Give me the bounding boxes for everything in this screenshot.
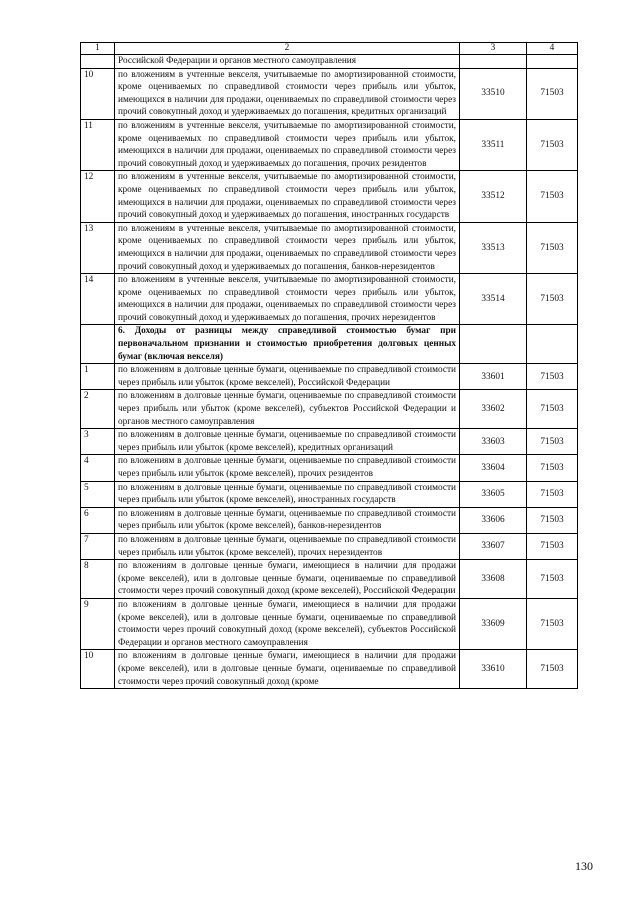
row-account: 71503 (527, 598, 578, 649)
table-row (81, 364, 578, 390)
row-description: 6. Доходы от разницы между справедливой стоимостью бумаг при первоначальном признании и стоимостью приобретения долговых ценных бумаг (включая векселя) (115, 325, 460, 364)
row-description: по вложениям в долговые ценные бумаги, имеющиеся в наличии для продажи (кроме векселей), или в долговые ценные бумаги, оцениваемые по справедливой стоимости через прочий совокупный доход (кроме векселей), Российской Федерации (115, 560, 460, 599)
row-description: по вложениям в долговые ценные бумаги, оцениваемые по справедливой стоимости через прибыль или убыток (кроме векселей), прочих нерезидентов (115, 533, 460, 559)
table-row (81, 507, 578, 533)
header-col-1: 1 (81, 43, 115, 55)
row-code: 33609 (460, 598, 527, 649)
row-number (81, 55, 115, 69)
row-account: 71503 (527, 560, 578, 599)
table-row (81, 119, 578, 170)
row-code: 33603 (460, 429, 527, 455)
row-number: 2 (81, 390, 115, 429)
row-code: 33511 (460, 119, 527, 170)
row-account: 71503 (527, 171, 578, 222)
row-account (527, 55, 578, 69)
row-code: 33513 (460, 222, 527, 273)
row-number: 12 (81, 171, 115, 222)
table-row (81, 390, 578, 429)
row-account: 71503 (527, 455, 578, 481)
row-description: по вложениям в долговые ценные бумаги, оцениваемые по справедливой стоимости через прибыль или убыток (кроме векселей), прочих резидентов (115, 455, 460, 481)
row-description: по вложениям в долговые ценные бумаги, имеющиеся в наличии для продажи (кроме векселей), или в долговые ценные бумаги, оцениваемые по справедливой стоимости через прочий совокупный доход (кроме (115, 650, 460, 689)
row-code: 33602 (460, 390, 527, 429)
row-account: 71503 (527, 481, 578, 507)
header-col-2: 2 (115, 43, 460, 55)
row-description: по вложениям в долговые ценные бумаги, оцениваемые по справедливой стоимости через прибыль или убыток (кроме векселей), кредитных организаций (115, 429, 460, 455)
table-row (81, 222, 578, 273)
row-number: 8 (81, 560, 115, 599)
row-description: по вложениям в учтенные векселя, учитываемые по амортизированной стоимости, кроме оцениваемых по справедливой стоимости через прибыль или убыток, имеющихся в наличии для продажи, оцениваемых по справедливой стоимости через прочий совокупный доход и удерживаемых до погашения, банков-нерезидентов (115, 222, 460, 273)
row-code: 33607 (460, 533, 527, 559)
table-row (81, 598, 578, 649)
row-code: 33604 (460, 455, 527, 481)
row-account: 71503 (527, 390, 578, 429)
page-number: 130 (575, 859, 593, 873)
row-number: 11 (81, 119, 115, 170)
table-row (81, 650, 578, 689)
row-number: 10 (81, 68, 115, 119)
row-account: 71503 (527, 429, 578, 455)
row-number: 9 (81, 598, 115, 649)
row-code: 33605 (460, 481, 527, 507)
row-description: по вложениям в учтенные векселя, учитываемые по амортизированной стоимости, кроме оцениваемых по справедливой стоимости через прибыль или убыток, имеющихся в наличии для продажи, оцениваемых по справедливой стоимости через прочий совокупный доход и удерживаемых до погашения, кредитных организаций (115, 68, 460, 119)
row-account: 71503 (527, 533, 578, 559)
row-code: 33610 (460, 650, 527, 689)
row-description: по вложениям в долговые ценные бумаги, оцениваемые по справедливой стоимости через прибыль или убыток (кроме векселей), иностранных государств (115, 481, 460, 507)
header-col-4: 4 (527, 43, 578, 55)
row-code: 33512 (460, 171, 527, 222)
row-account: 71503 (527, 68, 578, 119)
row-number: 6 (81, 507, 115, 533)
table-row (81, 429, 578, 455)
table-row (81, 274, 578, 325)
row-number: 13 (81, 222, 115, 273)
row-code: 33606 (460, 507, 527, 533)
table-row (81, 68, 578, 119)
row-description: по вложениям в учтенные векселя, учитываемые по амортизированной стоимости, кроме оцениваемых по справедливой стоимости через прибыль или убыток, имеющихся в наличии для продажи, оцениваемых по справедливой стоимости через прочий совокупный доход и удерживаемых до погашения, прочих резидентов (115, 119, 460, 170)
section-heading-row (81, 325, 578, 364)
row-account: 71503 (527, 364, 578, 390)
document-table (80, 42, 578, 689)
row-number: 5 (81, 481, 115, 507)
row-description: по вложениям в долговые ценные бумаги, оцениваемые по справедливой стоимости через прибыль или убыток (кроме векселей), субъектов Российской Федерации и органов местного самоуправления (115, 390, 460, 429)
row-account: 71503 (527, 119, 578, 170)
row-account: 71503 (527, 507, 578, 533)
row-number: 10 (81, 650, 115, 689)
row-code: 33514 (460, 274, 527, 325)
row-account: 71503 (527, 222, 578, 273)
row-number: 7 (81, 533, 115, 559)
row-description: по вложениям в долговые ценные бумаги, оцениваемые по справедливой стоимости через прибыль или убыток (кроме векселей), Российской Федерации (115, 364, 460, 390)
table-header-row (81, 43, 578, 55)
row-description: по вложениям в учтенные векселя, учитываемые по амортизированной стоимости, кроме оцениваемых по справедливой стоимости через прибыль или убыток, имеющихся в наличии для продажи, оцениваемых по справедливой стоимости через прочий совокупный доход и удерживаемых до погашения, иностранных государств (115, 171, 460, 222)
row-account: 71503 (527, 274, 578, 325)
row-code: 33608 (460, 560, 527, 599)
header-col-3: 3 (460, 43, 527, 55)
row-code: 33510 (460, 68, 527, 119)
row-description: по вложениям в учтенные векселя, учитываемые по амортизированной стоимости, кроме оцениваемых по справедливой стоимости через прибыль или убыток, имеющихся в наличии для продажи, оцениваемых по справедливой стоимости через прочий совокупный доход и удерживаемых до погашения, прочих нерезидентов (115, 274, 460, 325)
row-account: 71503 (527, 650, 578, 689)
row-account (527, 325, 578, 364)
row-code: 33601 (460, 364, 527, 390)
row-number: 1 (81, 364, 115, 390)
table-row (81, 560, 578, 599)
row-description: по вложениям в долговые ценные бумаги, оцениваемые по справедливой стоимости через прибыль или убыток (кроме векселей), банков-нерезидентов (115, 507, 460, 533)
row-description: Российской Федерации и органов местного самоуправления (115, 55, 460, 69)
table-row (81, 455, 578, 481)
row-number: 4 (81, 455, 115, 481)
row-number: 3 (81, 429, 115, 455)
table-row (81, 533, 578, 559)
table-row (81, 171, 578, 222)
row-number (81, 325, 115, 364)
row-code (460, 325, 527, 364)
table-row (81, 55, 578, 69)
row-description: по вложениям в долговые ценные бумаги, имеющиеся в наличии для продажи (кроме векселей), или в долговые ценные бумаги, оцениваемые по справедливой стоимости через прочий совокупный доход (кроме векселей), субъектов Российской Федерации и органов местного самоуправления (115, 598, 460, 649)
table-row (81, 481, 578, 507)
row-number: 14 (81, 274, 115, 325)
row-code (460, 55, 527, 69)
